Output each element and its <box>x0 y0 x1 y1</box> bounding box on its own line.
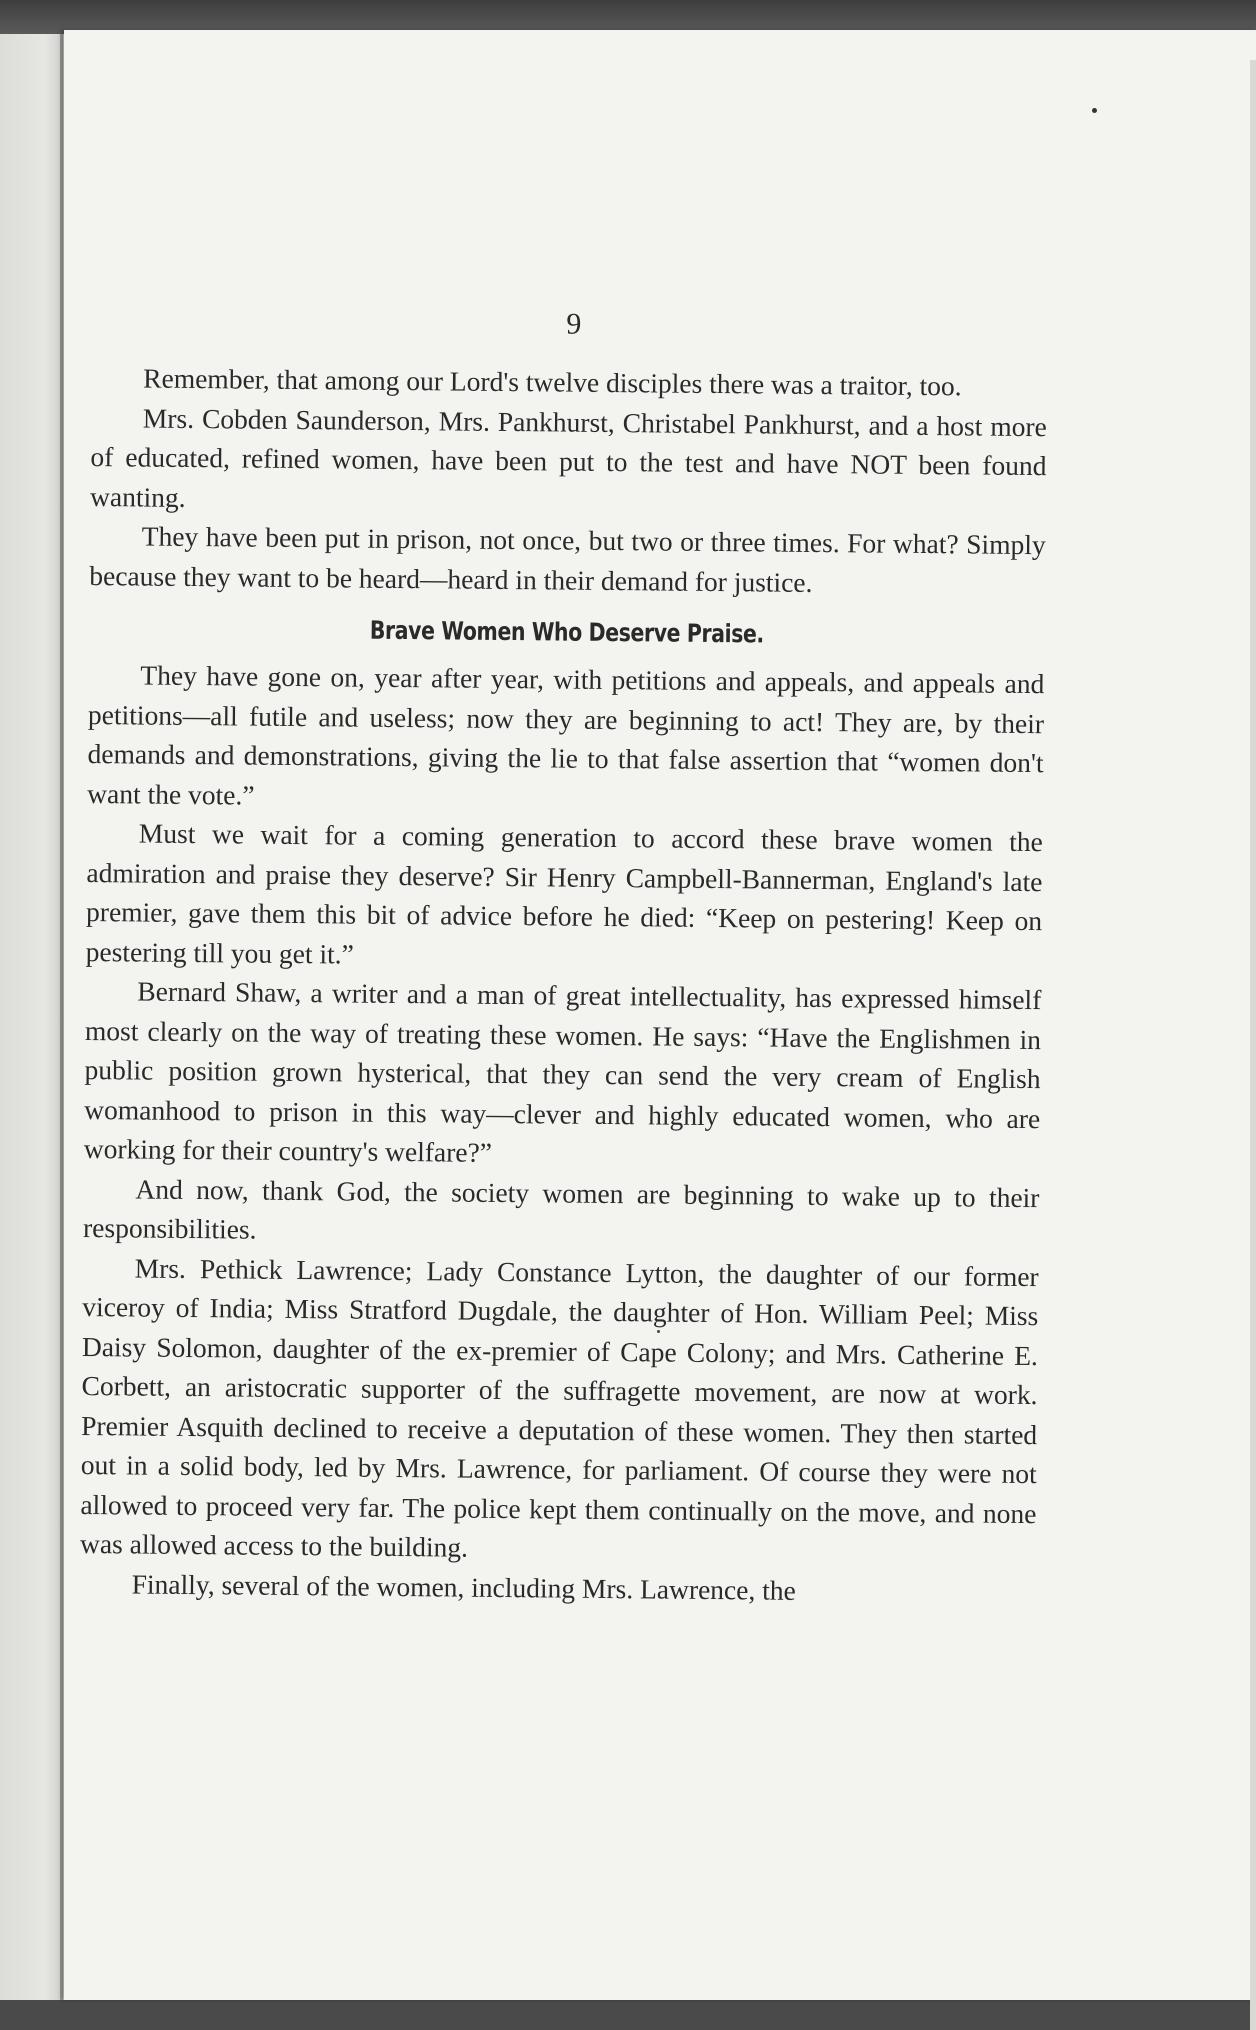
previous-page-edge <box>0 34 64 2000</box>
page-number: 9 <box>566 307 582 341</box>
paragraph: Finally, several of the women, including Mrs. Lawrence, the <box>131 1567 796 1606</box>
paragraph: Mrs. Pethick Lawrence; Lady Constance Lytton, the daughter of our former viceroy of India; Miss Stratford Dugdale, the daughter of Hon. William Peel; Miss Daisy Solomon, daughter of the ex-premier of Cape Colony; and Mrs. Catherine E. Corbett, an aristocratic supporter of the suffragette movement, are now at work. Premier Asquith declined to receive a deputation of these women. They then started out in a solid body, led by Mrs. Lawrence, for parliament. Of course they were not allowed to proceed very far. The police kept them continually on the move, and none was allowed access to the building. <box>79 1251 1039 1563</box>
paragraph: And now, thank God, the society women are beginning to wake up to their responsibilities. <box>82 1172 1040 1245</box>
ink-speck <box>1092 108 1097 113</box>
paragraph: Remember, that among our Lord's twelve disciples there was a traitor, too. <box>143 362 962 402</box>
page-right-edge <box>1250 60 1256 2030</box>
scan-top-shadow <box>0 0 1256 34</box>
paragraph: They have been put in prison, not once, but two or three times. For what? Simply because they want to be heard—heard in their demand for justice. <box>89 520 1046 598</box>
paragraph: Must we wait for a coming generation to accord these brave women the admiration and praise they deserve? Sir Henry Campbell-Bannerman, England's late premier, gave them this bit of advice before he died: “Keep on pestering! Keep on pestering till you get it.” <box>85 817 1043 970</box>
paragraph-text: Mrs. Cobden Saunderson, Mrs. Pankhurst, Christabel Pankhurst, and a host more of educated, refined women, have been put to the test and have NOT been found wanting. <box>89 401 1047 513</box>
paragraph <box>90 397 1047 525</box>
paragraph: Bernard Shaw, a writer and a man of great intellectuality, has expressed himself most clearly on the way of treating these women. He says: “Have the Englishmen in public position grown hysterical, that they can send the very cream of English womanhood to prison in this way—clever and highly educated women, who are working for their country's welfare?” <box>83 975 1042 1168</box>
book-gutter <box>60 34 63 2000</box>
section-heading: Brave Women Who Deserve Praise. <box>369 615 765 649</box>
page-text <box>79 300 1047 1612</box>
paragraph: They have gone on, year after year, with petitions and appeals, and appeals and petitions—all futile and useless; now they are beginning to act! They are, by their demands and demonstrations, giving the lie to that false assertion that “women don't want the vote.” <box>87 659 1045 811</box>
